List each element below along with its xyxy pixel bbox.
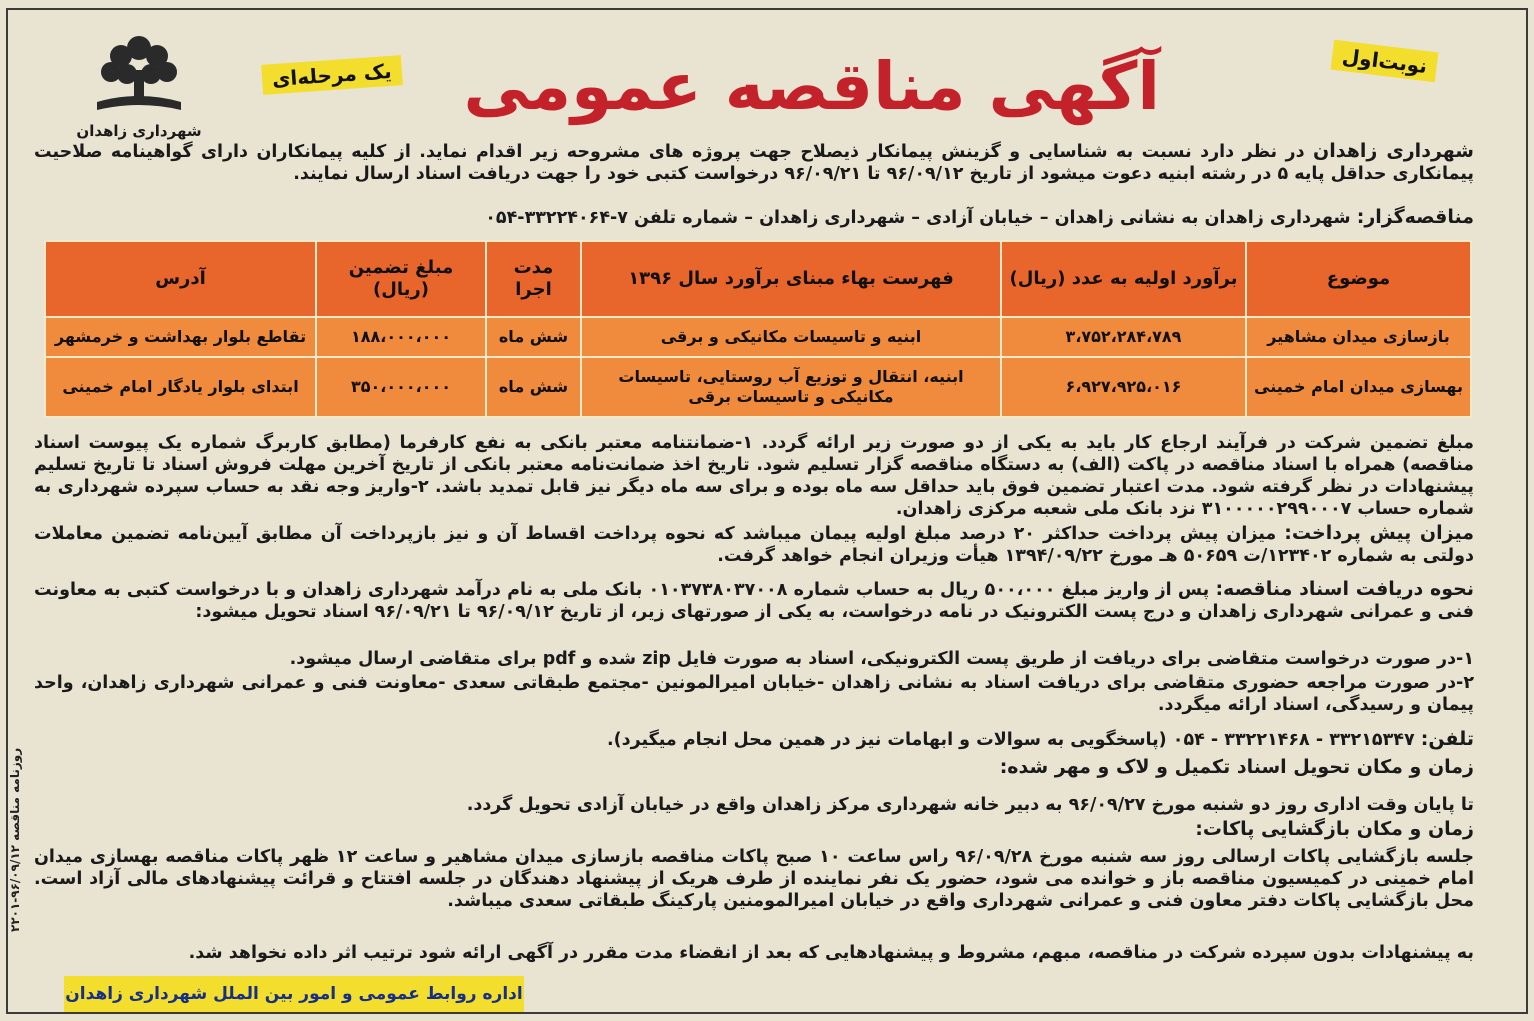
cell-duration: شش ماه <box>486 357 581 417</box>
phone-text: ۳۳۲۱۵۳۴۷ - ۳۳۲۲۱۴۶۸ - ۰۵۴ (پاسخگویی به سوالات و ابهامات نیز در همین محل انجام میگیرد). <box>606 730 1421 750</box>
cell-duration: شش ماه <box>486 317 581 357</box>
delivery-label: زمان و مکان تحویل اسناد تکمیل و لاک و مهر شده: <box>999 756 1474 778</box>
cell-address: ابتدای بلوار یادگار امام خمینی <box>45 357 316 417</box>
closing-note: به پیشنهادات بدون سپرده شرکت در مناقصه، مبهم، مشروط و پیشنهادهایی که بعد از انقضاء مدت مقرر در آگهی ارائه شود ترتیب اثر داده نخواهد شد. <box>188 943 1474 963</box>
footer-credit: اداره روابط عمومی و امور بین الملل شهرداری زاهدان <box>64 976 524 1012</box>
documents-text: پس از واریز مبلغ ۵۰۰،۰۰۰ ریال به حساب شماره ۰۱۰۳۷۳۸۰۳۷۰۰۸ بانک ملی به نام درآمد شهرداری زاهدان و با درخواست کتبی به معاونت فنی و عمرانی شهرداری زاهدان و درج پست الکترونیک در نامه درخواست، به یکی از صورتهای زیر، از تاریخ ۹۶/۰۹/۱۲ تا ۹۶/۰۹/۲۱ اسناد تحویل میشود: <box>34 580 1474 622</box>
guarantee-paragraph: مبلغ تضمین شرکت در فرآیند ارجاع کار باید به یکی از دو صورت زیر ارائه گردد. ۱-ضمانتنامه معتبر بانکی به نفع کارفرما (مطابق کاربرگ شماره یک پیوست اسناد مناقصه) همراه با اسناد مناقصه در پاکت (الف) به دستگاه مناقصه گزار تسلیم شود. تاریخ اخذ ضمانت‌نامه معتبر بانکی از تاریخ آخرین مهلت فروش اسناد تا تاریخ تسلیم پیشنهادات در نظر گرفته شود. مدت اعتبار تضمین فوق باید حداقل سه ماه بوده و برای سه ماه دیگر نیز قابل تمدید باشد. ۲-واریز وجه نقد به حساب سپرده شهرداری به شماره حساب ۳۱۰۰۰۰۰۲۹۹۰۰۰۷ نزد بانک ملی شعبه مرکزی زاهدان. <box>34 433 1474 519</box>
side-strip-text: روزنامه مناقصه ۹۶/۰۹/۱۲-۲۲۰۱ <box>8 747 22 933</box>
tender-table <box>44 240 1472 418</box>
first-round-tag: نوبت‌اول <box>1331 40 1439 83</box>
phone-line <box>34 728 1474 751</box>
documents-label: نحوه دریافت اسناد مناقصه: <box>1215 578 1474 600</box>
logo-caption: شهرداری زاهدان <box>76 122 202 140</box>
opening-heading <box>34 818 1474 841</box>
single-stage-tag: یک مرحله‌ای <box>261 55 402 95</box>
intro-line1: در نظر دارد نسبت به شناسایی و گزینش پیمانکار ذیصلاح جهت پروژه های مشروحه زیر اقدام نماید. از کلیه پیمانکاران دارای گواهینامه صلاحیت پیمانکاری حداقل <box>34 142 1474 184</box>
col-header-address: آدرس <box>45 241 316 317</box>
prepayment-paragraph <box>34 522 1474 567</box>
cell-price-list: ابنیه، انتقال و توزیع آب روستایی، تاسیسات مکانیکی و تاسیسات برقی <box>581 357 1001 417</box>
cell-estimate: ۳،۷۵۲،۲۸۴،۷۸۹ <box>1001 317 1246 357</box>
opening-label: زمان و مکان بازگشایی پاکات: <box>1195 818 1474 840</box>
cell-estimate: ۶،۹۲۷،۹۲۵،۰۱۶ <box>1001 357 1246 417</box>
municipality-logo <box>64 30 214 150</box>
col-header-guarantee: مبلغ تضمین (ریال) <box>316 241 486 317</box>
intro-line2: پایه ۵ در رشته ابنیه دعوت میشود از تاریخ ۹۶/۰۹/۱۲ تا ۹۶/۰۹/۲۱ درخواست کتبی خود را جهت دریافت اسناد ارسال نمایند. <box>293 164 1325 184</box>
cell-subject: بازسازی میدان مشاهیر <box>1246 317 1471 357</box>
table-row <box>45 317 1471 357</box>
col-header-duration: مدت اجرا <box>486 241 581 317</box>
organizer-text: شهرداری زاهدان به نشانی زاهدان – خیابان آزادی – شهرداری زاهدان – شماره تلفن ۷-۳۳۲۲۴۰۶۴-۰۵۴ <box>485 208 1351 228</box>
intro-paragraph <box>34 140 1474 185</box>
col-header-subject: موضوع <box>1246 241 1471 317</box>
organizer-label: مناقصه‌گزار: <box>1356 206 1474 228</box>
page-title: آگهی مناقصه عمومی <box>463 48 1160 125</box>
table-header-row <box>45 241 1471 317</box>
cell-subject: بهسازی میدان امام خمینی <box>1246 357 1471 417</box>
table-row <box>45 357 1471 417</box>
prepayment-text: میزان پیش پرداخت حداکثر ۲۰ درصد مبلغ اولیه پیمان میباشد که نحوه پرداخت اقساط آن و نیز بازپرداخت آن مطابق آیین‌نامه تضمین معاملات دولتی به شماره ۱۲۳۴۰۲/ت ۵۰۶۵۹ هـ مورخ ۱۳۹۴/۰۹/۲۲ هیأت وزیران انجام خواهد گرفت. <box>34 524 1474 566</box>
delivery-heading <box>34 756 1474 779</box>
delivery-text: تا پایان وقت اداری روز دو شنبه مورخ ۹۶/۰۹/۲۷ به دبیر خانه شهرداری مرکز زاهدان واقع در خیابان آزادی تحویل گردد. <box>466 795 1474 815</box>
col-header-estimate: برآورد اولیه به عدد (ریال) <box>1001 241 1246 317</box>
intro-lead: شهرداری زاهدان <box>1313 140 1474 162</box>
cell-price-list: ابنیه و تاسیسات مکانیکی و برقی <box>581 317 1001 357</box>
prepayment-label: میزان پیش پرداخت: <box>1284 522 1475 544</box>
palm-emblem-icon <box>89 30 189 120</box>
documents-paragraph <box>34 578 1474 623</box>
cell-guarantee: ۳۵۰،۰۰۰،۰۰۰ <box>316 357 486 417</box>
documents-item-1: ۱-در صورت درخواست متقاضی برای دریافت از طریق پست الکترونیکی، اسناد به صورت فایل zip شده و pdf برای متقاضی ارسال میشود. <box>289 649 1474 669</box>
documents-item-2: ۲-در صورت مراجعه حضوری متقاضی برای دریافت اسناد به نشانی زاهدان -خیابان امیرالمونین -مجتمع طبقاتی سعدی -معاونت فنی و عمرانی شهرداری زاهدان، واحد پیمان و رسیدگی، اسناد ارائه میگردد. <box>34 673 1474 715</box>
cell-address: تقاطع بلوار بهداشت و خرمشهر <box>45 317 316 357</box>
col-header-price-list: فهرست بهاء مبنای برآورد سال ۱۳۹۶ <box>581 241 1001 317</box>
organizer-line <box>34 206 1474 229</box>
cell-guarantee: ۱۸۸،۰۰۰،۰۰۰ <box>316 317 486 357</box>
phone-label: تلفن: <box>1420 728 1474 750</box>
opening-text: جلسه بازگشایی پاکات ارسالی روز سه شنبه مورخ ۹۶/۰۹/۲۸ راس ساعت ۱۰ صبح پاکات مناقصه بازسازی میدان مشاهیر و ساعت ۱۲ ظهر پاکات مناقصه بهسازی میدان امام خمینی در کمیسیون مناقصه باز و خوانده می شود، حضور یک نفر نماینده از طرف هریک از پیشنهاد دهندگان در جلسه افتتاح و قرائت پیشنهادهای مالی آزاد است. محل بازگشایی پاکات دفتر معاون فنی و عمرانی شهرداری واقع در خیابان امیرالمومنین پارکینگ طبقاتی سعدی میباشد. <box>34 847 1474 911</box>
